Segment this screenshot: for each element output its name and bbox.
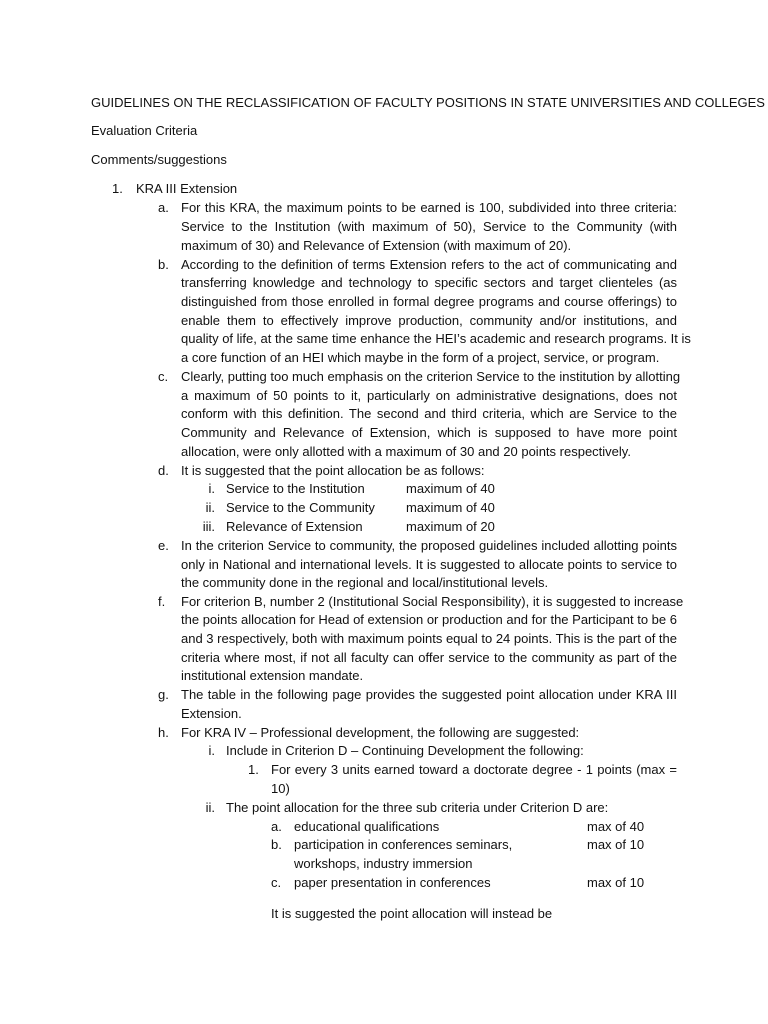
item-b-line: a core function of an HEI which maybe in the form of a project, service, or program. bbox=[181, 350, 660, 365]
item-f-marker: f. bbox=[158, 594, 166, 609]
document-title: GUIDELINES ON THE RECLASSIFICATION OF FACULTY POSITIONS IN STATE UNIVERSITIES AND COLLEGES bbox=[91, 95, 765, 110]
allocation-marker: i. bbox=[208, 481, 215, 496]
item-a-line: For this KRA, the maximum points to be earned is 100, subdivided into three criteria: bbox=[181, 200, 677, 215]
item-b-line: According to the definition of terms Extension refers to the act of communicating and bbox=[181, 257, 677, 272]
subitem-i-marker: i. bbox=[208, 743, 215, 758]
allocation-value: maximum of 40 bbox=[406, 481, 495, 496]
criterion-value: max of 10 bbox=[587, 837, 645, 852]
subitem-i-text: Include in Criterion D – Continuing Development the following: bbox=[226, 743, 584, 758]
subitem-1-marker: 1. bbox=[248, 762, 259, 777]
item-f-line: For criterion B, number 2 (Institutional Social Responsibility), it is suggested to increase bbox=[181, 594, 684, 609]
subitem-1-line: 10) bbox=[271, 781, 290, 796]
criterion-label: participation in conferences seminars, bbox=[294, 837, 513, 852]
criterion-label: workshops, industry immersion bbox=[294, 856, 473, 871]
item-e-line: the community done in the regional and local/institutional levels. bbox=[181, 575, 549, 590]
subitem-ii-marker: ii. bbox=[205, 800, 215, 815]
evaluation-criteria-heading: Evaluation Criteria bbox=[91, 123, 198, 138]
allocation-value: maximum of 40 bbox=[406, 500, 495, 515]
subitem-1-line: For every 3 units earned toward a doctorate degree - 1 points (max = bbox=[271, 762, 677, 777]
allocation-value: maximum of 20 bbox=[406, 519, 495, 534]
item-a-line: maximum of 30) and Relevance of Extension (with maximum of 20). bbox=[181, 238, 572, 253]
item-e-marker: e. bbox=[158, 538, 169, 553]
item-a-marker: a. bbox=[158, 200, 169, 215]
item-a-line: Service to the Institution (with maximum of 50), Service to the Community (with bbox=[181, 219, 677, 234]
item-c-line: Community and Relevance of Extension, which is supposed to have more point bbox=[181, 425, 677, 440]
item-c-line: a maximum of 50 points to it, particularly on administrative designations, does not bbox=[181, 388, 677, 403]
subitem-ii-text: The point allocation for the three sub criteria under Criterion D are: bbox=[226, 800, 609, 815]
criterion-label: paper presentation in conferences bbox=[294, 875, 491, 890]
item-g-marker: g. bbox=[158, 687, 169, 702]
item-d-line: It is suggested that the point allocation be as follows: bbox=[181, 463, 485, 478]
allocation-label: Service to the Community bbox=[226, 500, 375, 515]
closing-line: It is suggested the point allocation will instead be bbox=[271, 906, 553, 921]
item-f-line: institutional extension mandate. bbox=[181, 668, 364, 683]
item-g-line: The table in the following page provides the suggested point allocation under KRA III bbox=[181, 687, 677, 702]
item-1-label: KRA III Extension bbox=[136, 181, 238, 196]
allocation-marker: ii. bbox=[205, 500, 215, 515]
item-f-line: the points allocation for Head of extension or production and for the Participant to be 6 bbox=[181, 612, 677, 627]
item-b-line: distinguished from those enrolled in formal degree programs and course offerings) to bbox=[181, 294, 677, 309]
item-c-line: conform with this definition. The second and third criteria, which are Service to the bbox=[181, 406, 677, 421]
item-h-marker: h. bbox=[158, 725, 169, 740]
allocation-label: Relevance of Extension bbox=[226, 519, 363, 534]
item-b-line: quality of life, at the same time enhance the HEI’s academic and research programs. It is bbox=[181, 331, 691, 346]
item-c-line: allocation, were only allotted with a maximum of 30 and 20 points respectively. bbox=[181, 444, 631, 459]
item-d-marker: d. bbox=[158, 463, 169, 478]
item-g-line: Extension. bbox=[181, 706, 242, 721]
allocation-marker: iii. bbox=[202, 519, 215, 534]
criterion-marker: b. bbox=[271, 837, 282, 852]
item-b-line: enable them to effectively improve production, community and/or institutions, and bbox=[181, 313, 677, 328]
item-b-line: transferring knowledge and technology to specific sectors and target clienteles (as bbox=[181, 275, 677, 290]
item-c-marker: c. bbox=[158, 369, 169, 384]
item-c-line: Clearly, putting too much emphasis on the criterion Service to the institution by allotting bbox=[181, 369, 681, 384]
allocation-label: Service to the Institution bbox=[226, 481, 365, 496]
criterion-value: max of 40 bbox=[587, 819, 645, 834]
criterion-marker: c. bbox=[271, 875, 282, 890]
item-f-line: and 3 respectively, both with maximum points equal to 24 points. This is the part of the bbox=[181, 631, 677, 646]
item-1-marker: 1. bbox=[112, 181, 123, 196]
item-e-line: only in National and international levels. It is suggested to allocate points to service to bbox=[181, 557, 677, 572]
item-h-line: For KRA IV – Professional development, the following are suggested: bbox=[181, 725, 580, 740]
item-f-line: criteria where most, if not all faculty can offer service to the community as part of the bbox=[181, 650, 677, 665]
criterion-marker: a. bbox=[271, 819, 282, 834]
item-e-line: In the criterion Service to community, the proposed guidelines included allotting points bbox=[181, 538, 677, 553]
comments-heading: Comments/suggestions bbox=[91, 152, 227, 167]
criterion-label: educational qualifications bbox=[294, 819, 440, 834]
criterion-value: max of 10 bbox=[587, 875, 645, 890]
item-b-marker: b. bbox=[158, 257, 169, 272]
